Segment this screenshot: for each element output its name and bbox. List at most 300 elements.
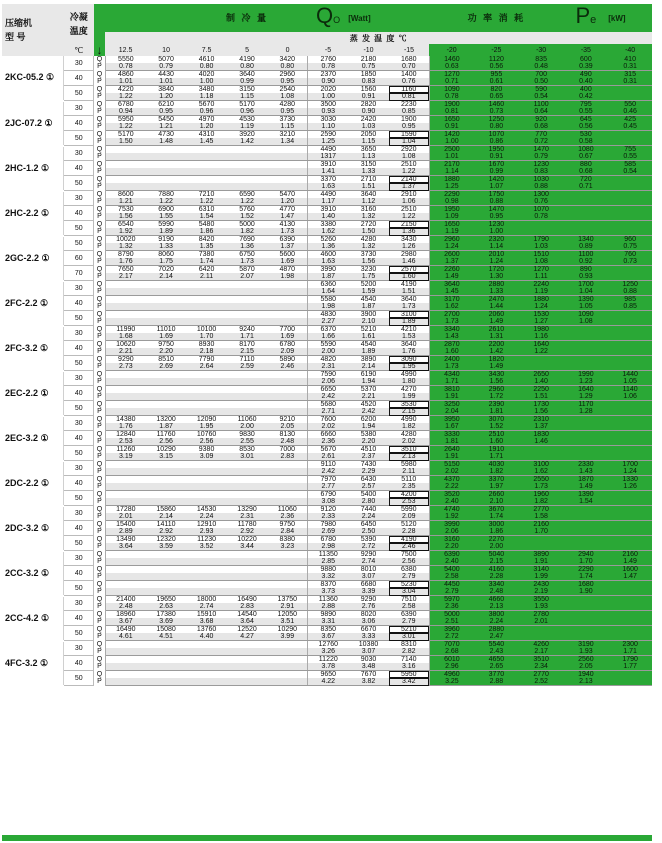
value-cell: 0.95	[389, 123, 430, 131]
value-cell	[564, 438, 609, 446]
table-row	[2, 288, 652, 296]
value-cell	[519, 228, 564, 236]
value-cell: 4370	[429, 476, 474, 484]
value-cell: 1.52	[474, 423, 519, 431]
value-cell	[186, 656, 226, 664]
value-cell	[146, 491, 186, 499]
evap-temp-col-6: -10	[348, 44, 388, 56]
evap-temp-col-8: -20	[429, 44, 474, 56]
value-cell: 4830	[320, 311, 337, 318]
value-cell: 3950	[429, 416, 474, 424]
value-cell: 2.43	[474, 648, 519, 656]
value-cell: 1.95	[389, 363, 430, 371]
value-cell: 5150	[429, 461, 474, 469]
value-cell: 7600	[320, 416, 337, 423]
value-cell	[146, 476, 186, 484]
value-cell: 5390	[360, 536, 377, 543]
table-row	[2, 273, 652, 281]
value-cell: 1910	[474, 446, 519, 454]
capacity-marker: Q	[94, 236, 106, 244]
value-cell: 1.22	[186, 198, 226, 206]
value-cell	[608, 131, 652, 139]
compressor-model: 2EC-3.2 ①	[2, 416, 64, 461]
value-cell: 2.31	[308, 363, 348, 371]
value-cell: 410	[608, 56, 652, 63]
condensing-temp: 50	[64, 491, 94, 506]
value-cell: 2.58	[429, 573, 474, 581]
value-cell: 2320	[474, 236, 519, 244]
evap-temp-col-0: 12.5	[105, 44, 145, 56]
value-cell: 3.42	[389, 678, 430, 686]
power-marker: P	[94, 228, 106, 236]
value-cell: 1.22	[519, 348, 564, 356]
model-header-line2: 型 号	[5, 32, 26, 42]
value-cell	[608, 326, 652, 334]
value-cell: 2770	[519, 671, 564, 679]
value-cell: 4280	[389, 431, 430, 439]
value-cell: 2200	[474, 341, 519, 349]
value-cell: 2.73	[105, 363, 145, 371]
value-cell: 6780	[118, 101, 134, 108]
compressor-model: 4FC-3.2 ①	[2, 641, 64, 686]
value-cell: 14110	[156, 521, 176, 528]
value-cell: 3.32	[308, 573, 348, 581]
value-cell	[227, 176, 267, 184]
value-cell: 1.89	[146, 228, 186, 236]
value-cell: 4650	[474, 656, 519, 664]
table-row	[2, 498, 652, 506]
value-cell: 3.07	[348, 648, 388, 656]
value-cell: 1.13	[348, 153, 388, 161]
value-cell: 2550	[519, 476, 564, 484]
value-cell	[608, 491, 652, 499]
value-cell: 2.57	[348, 483, 388, 491]
value-cell: 1.73	[227, 258, 267, 266]
value-cell: 1.60	[474, 438, 519, 446]
capacity-marker: Q	[94, 356, 106, 364]
value-cell: 1.76	[105, 258, 145, 266]
value-cell: 1460	[474, 101, 519, 109]
value-cell	[227, 566, 267, 574]
table-row	[2, 513, 652, 521]
value-cell: 770	[519, 131, 564, 139]
value-cell	[186, 153, 226, 161]
value-cell: 1.21	[105, 198, 145, 206]
value-cell: 4490	[320, 146, 337, 153]
value-cell: 1.08	[519, 258, 564, 266]
value-cell: 1790	[519, 236, 564, 244]
table-row	[2, 138, 652, 146]
evap-temp-col-5: -5	[308, 44, 348, 56]
power-marker: P	[94, 573, 106, 581]
value-cell: 0.65	[474, 93, 519, 101]
condensing-temp: 40	[64, 161, 94, 176]
value-cell	[105, 558, 145, 566]
value-cell: 2.65	[474, 663, 519, 671]
value-cell: 1.15	[227, 93, 267, 101]
evap-temp-col-1: 10	[146, 44, 186, 56]
value-cell: 490	[564, 71, 609, 79]
condensing-temp: 50	[64, 446, 94, 461]
value-cell: 4.51	[146, 633, 186, 641]
power-marker: P	[94, 198, 106, 206]
value-cell: 2590	[320, 131, 337, 138]
value-cell: 1.97	[474, 483, 519, 491]
value-cell: 2.13	[474, 603, 519, 611]
value-cell: 5470	[267, 191, 308, 199]
value-cell: 3230	[360, 266, 377, 273]
value-cell: 2.42	[308, 468, 348, 476]
power-marker: P	[94, 528, 106, 536]
value-cell: 0.83	[348, 78, 388, 86]
compressor-model: 2CC-3.2 ①	[2, 551, 64, 596]
value-cell	[267, 551, 308, 559]
value-cell: 2870	[429, 341, 474, 349]
value-cell	[227, 498, 267, 506]
value-cell: 1.16	[519, 333, 564, 341]
value-cell	[267, 153, 308, 161]
value-cell: 2.24	[186, 513, 226, 521]
value-cell: 9830	[239, 431, 255, 438]
value-cell: 1730	[519, 401, 564, 409]
table-row	[2, 641, 652, 649]
value-cell: 1.22	[389, 213, 430, 221]
value-cell: 2.37	[348, 453, 388, 461]
value-cell	[146, 168, 186, 176]
value-cell: 1.50	[105, 138, 145, 146]
value-cell: 4210	[389, 326, 430, 334]
value-cell: 1.58	[519, 513, 564, 521]
value-cell	[267, 146, 308, 154]
value-cell: 1830	[519, 431, 564, 439]
value-cell: 1.42	[474, 348, 519, 356]
value-cell: 4870	[267, 266, 308, 274]
power-marker: P	[94, 438, 106, 446]
value-cell: 1.25	[308, 138, 348, 146]
condensing-temp: 50	[64, 311, 94, 326]
value-cell: 1270	[429, 71, 474, 79]
value-cell: 2.07	[227, 273, 267, 281]
value-cell: 2.02	[429, 468, 474, 476]
table-row	[2, 153, 652, 161]
value-cell	[564, 213, 609, 221]
value-cell: 2290	[429, 191, 474, 199]
condensing-temp: 50	[64, 176, 94, 191]
value-cell: 1530	[519, 311, 564, 319]
value-cell: 4160	[474, 566, 519, 574]
value-cell: 12910	[196, 521, 217, 528]
capacity-marker: Q	[94, 446, 106, 454]
value-cell	[519, 536, 564, 544]
value-cell: 1.19	[227, 123, 267, 131]
value-cell: 0.54	[608, 168, 652, 176]
value-cell	[608, 138, 652, 146]
table-row	[2, 363, 652, 371]
capacity-marker: Q	[94, 86, 106, 94]
value-cell: 0.48	[519, 63, 564, 71]
condensing-temp: 60	[64, 251, 94, 266]
condensing-temp: 30	[64, 326, 94, 341]
value-cell: 15910	[196, 611, 217, 618]
condensing-temp: 30	[64, 146, 94, 161]
value-cell: 1470	[474, 206, 519, 214]
value-cell: 4430	[158, 71, 174, 78]
value-cell	[519, 626, 564, 634]
value-cell	[105, 483, 145, 491]
value-cell: 1.72	[474, 393, 519, 401]
value-cell: 2.27	[308, 318, 348, 326]
value-cell: 3160	[429, 536, 474, 544]
value-cell: 5540	[474, 641, 519, 649]
value-cell	[608, 536, 652, 544]
table-row	[2, 596, 652, 604]
table-row	[2, 221, 652, 229]
value-cell: 0.73	[474, 108, 519, 116]
value-cell: 1.87	[146, 423, 186, 431]
power-marker: P	[94, 243, 106, 251]
table-row	[2, 476, 652, 484]
value-cell	[227, 281, 267, 289]
value-cell: 4030	[474, 461, 519, 469]
value-cell: 1300	[519, 191, 564, 199]
value-cell: 2.71	[308, 408, 348, 416]
value-cell: 1990	[564, 371, 609, 379]
value-cell: 0.88	[608, 288, 652, 296]
value-cell: 6310	[198, 206, 215, 213]
condensing-temp: 40	[64, 341, 94, 356]
power-marker: P	[94, 78, 106, 86]
value-cell	[186, 588, 226, 596]
value-cell: 2510	[389, 206, 430, 214]
value-cell: 6650	[320, 386, 337, 393]
condensing-temp: 50	[64, 401, 94, 416]
value-cell: 5210	[360, 326, 377, 333]
value-cell	[564, 221, 609, 229]
value-cell: 1960	[519, 491, 564, 499]
value-cell: 1.91	[519, 558, 564, 566]
value-cell	[267, 408, 308, 416]
table-row	[2, 198, 652, 206]
value-cell: 1.51	[519, 393, 564, 401]
compressor-model: 2DC-3.2 ①	[2, 506, 64, 551]
value-cell	[227, 296, 267, 304]
value-cell: 720	[564, 176, 609, 184]
value-cell	[146, 296, 186, 304]
value-cell: 8420	[198, 236, 215, 243]
evap-temp-col-12: -40	[608, 44, 652, 56]
value-cell: 1.06	[389, 198, 430, 206]
value-cell: 2980	[389, 251, 430, 259]
value-cell: 1.90	[564, 588, 609, 596]
value-cell	[608, 228, 652, 236]
value-cell: 7110	[239, 356, 255, 363]
value-cell: 5670	[320, 446, 337, 453]
value-cell: 0.95	[474, 213, 519, 221]
value-cell	[608, 543, 652, 551]
value-cell: 0.39	[564, 63, 609, 71]
value-cell: 1940	[564, 671, 609, 679]
value-cell: 0.99	[474, 168, 519, 176]
value-cell	[608, 348, 652, 356]
capacity-marker: Q	[94, 656, 106, 664]
value-cell: 1.66	[308, 333, 348, 341]
value-cell: 1.27	[519, 318, 564, 326]
value-cell: 1.77	[608, 663, 652, 671]
value-cell: 0.31	[608, 78, 652, 86]
value-cell	[227, 371, 267, 379]
power-marker: P	[94, 63, 106, 71]
value-cell: 14530	[196, 506, 217, 513]
value-cell	[227, 161, 267, 169]
value-cell	[227, 656, 267, 664]
value-cell: 1.04	[389, 138, 430, 146]
value-cell	[105, 371, 145, 379]
value-cell: 1.32	[348, 213, 388, 221]
value-cell	[608, 206, 652, 214]
value-cell: 2.01	[105, 513, 145, 521]
value-cell	[564, 521, 609, 529]
value-cell: 1.47	[608, 573, 652, 581]
value-cell: 1.55	[146, 213, 186, 221]
value-cell	[146, 468, 186, 476]
value-cell	[267, 656, 308, 664]
value-cell	[227, 491, 267, 499]
capacity-marker: Q	[94, 56, 106, 63]
value-cell: 7670	[360, 671, 377, 678]
value-cell: 3.16	[389, 663, 430, 671]
value-cell: 1270	[519, 266, 564, 274]
value-cell: 2160	[608, 551, 652, 559]
value-cell: 3670	[474, 506, 519, 514]
value-cell: 2.91	[267, 603, 308, 611]
value-cell	[105, 401, 145, 409]
value-cell: 5260	[320, 236, 337, 243]
value-cell: 2.63	[146, 603, 186, 611]
value-cell: 1.31	[474, 333, 519, 341]
value-cell: 2.69	[308, 528, 348, 536]
value-cell: 4.40	[186, 633, 226, 641]
value-cell: 11060	[267, 506, 308, 514]
value-cell: 6660	[320, 431, 337, 438]
evap-temp-col-4: 0	[267, 44, 308, 56]
evap-pad-left	[94, 32, 106, 44]
value-cell: 1.73	[429, 363, 474, 371]
value-cell: 2430	[519, 581, 564, 589]
value-cell: 5670	[198, 101, 215, 108]
value-cell: 3640	[389, 296, 430, 304]
value-cell: 1.43	[429, 333, 474, 341]
value-cell: 2500	[429, 146, 474, 154]
value-cell	[146, 318, 186, 326]
power-marker: P	[94, 168, 106, 176]
capacity-marker: Q	[94, 221, 106, 229]
value-cell	[608, 356, 652, 364]
value-cell: 0.88	[474, 198, 519, 206]
value-cell	[105, 491, 145, 499]
value-cell	[227, 153, 267, 161]
value-cell	[186, 146, 226, 154]
value-cell: 1100	[519, 101, 564, 109]
value-cell	[608, 311, 652, 319]
value-cell	[227, 648, 267, 656]
value-cell: 5170	[118, 131, 134, 138]
value-cell	[564, 191, 609, 199]
value-cell	[146, 161, 186, 169]
value-cell: 1.63	[308, 183, 348, 191]
value-cell: 4.27	[227, 633, 267, 641]
value-cell: 8510	[158, 356, 174, 363]
value-cell: 0.80	[227, 63, 267, 71]
value-cell: 4860	[118, 71, 134, 78]
value-cell: 0.54	[519, 93, 564, 101]
value-cell: 315	[608, 71, 652, 79]
value-cell: 1.15	[348, 138, 388, 146]
capacity-marker: Q	[94, 626, 106, 634]
value-cell: 13750	[267, 596, 308, 604]
table-row	[2, 191, 652, 199]
table-row	[2, 213, 652, 221]
value-cell: 0.45	[608, 123, 652, 131]
value-cell: 2.29	[348, 468, 388, 476]
value-cell: 4540	[360, 341, 377, 348]
value-cell: 2.88	[308, 603, 348, 611]
value-cell	[105, 146, 145, 154]
value-cell: 1.60	[389, 273, 430, 281]
table-row	[2, 446, 652, 454]
value-cell	[186, 476, 226, 484]
power-symbol-p: P	[575, 4, 591, 28]
value-cell	[519, 363, 564, 371]
value-cell	[186, 648, 226, 656]
value-cell: 3.48	[348, 663, 388, 671]
value-cell: 1.89	[389, 318, 430, 326]
value-cell: 2300	[608, 641, 652, 649]
value-cell: 3990	[429, 521, 474, 529]
value-cell	[105, 153, 145, 161]
value-cell: 1.24	[474, 258, 519, 266]
value-cell: 2.17	[105, 273, 145, 281]
value-cell: 3330	[429, 431, 474, 439]
value-cell: 2.00	[474, 543, 519, 551]
value-cell	[146, 311, 186, 319]
value-cell: 0.73	[608, 258, 652, 266]
value-cell	[186, 468, 226, 476]
value-cell: 0.70	[389, 63, 430, 71]
value-cell: 2.42	[308, 393, 348, 401]
value-cell: 19650	[156, 596, 176, 603]
value-cell: 0.61	[474, 78, 519, 86]
value-cell: 0.91	[429, 123, 474, 131]
value-cell	[608, 633, 652, 641]
value-cell: 1.09	[429, 213, 474, 221]
value-cell: 1.74	[564, 573, 609, 581]
value-cell	[564, 626, 609, 634]
value-cell: 1.70	[186, 333, 226, 341]
value-cell	[186, 378, 226, 386]
value-cell: 7430	[360, 461, 377, 468]
table-row	[2, 521, 652, 529]
value-cell: 0.91	[474, 153, 519, 161]
value-cell: 2.06	[308, 378, 348, 386]
value-cell: 5890	[267, 356, 308, 364]
value-cell: 3640	[239, 71, 255, 78]
value-cell: 2020	[320, 86, 337, 93]
table-row	[2, 461, 652, 469]
value-cell: 0.85	[608, 303, 652, 311]
compressor-model: 2HC-2.2 ①	[2, 191, 64, 236]
table-row	[2, 453, 652, 461]
value-cell: 1120	[474, 56, 519, 63]
